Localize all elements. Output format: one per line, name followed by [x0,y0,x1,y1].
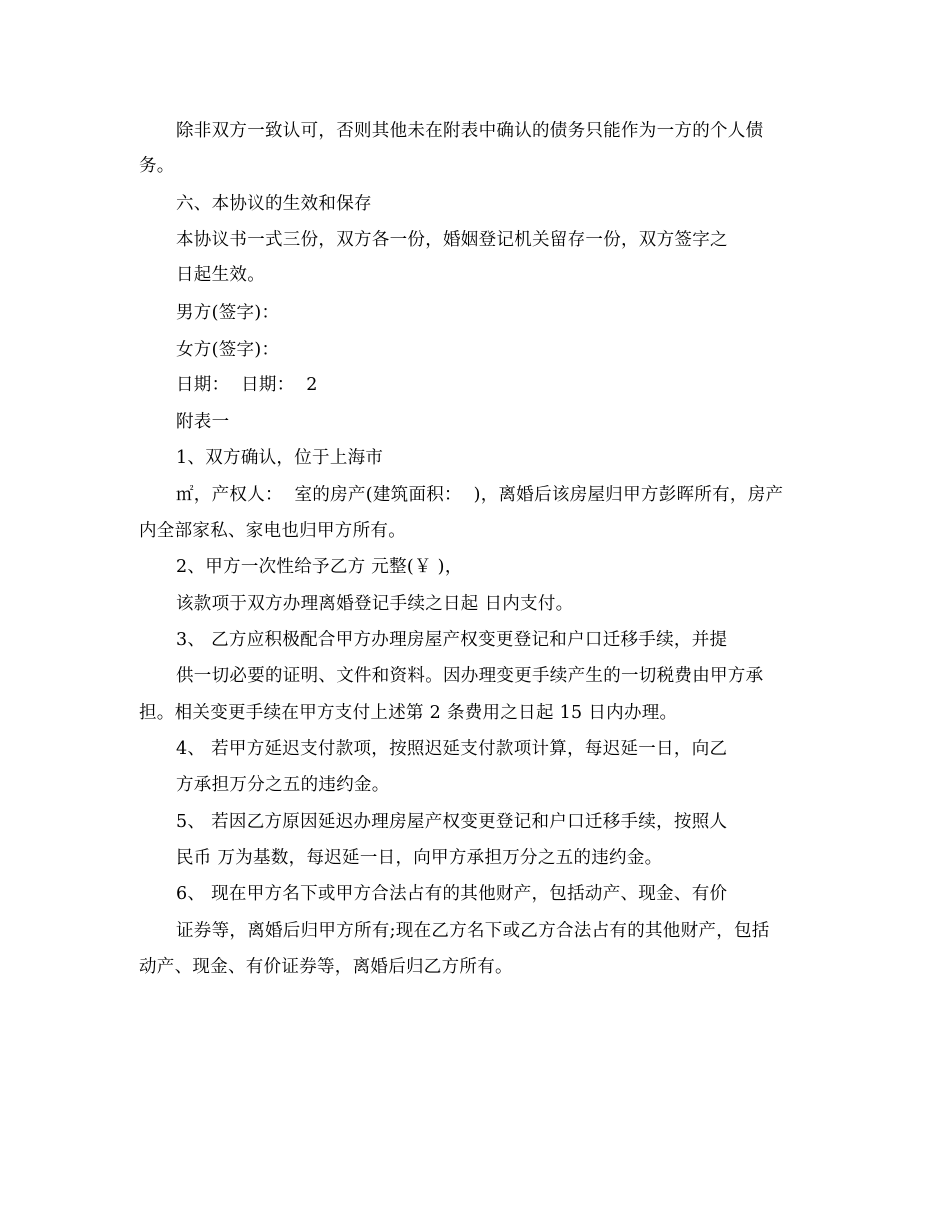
signature-line-female: 女方(签字)： [176,340,280,360]
text-line: 担。相关变更手续在甲方支付上述第 2 条费用之日起 15 日内办理。 [139,703,678,723]
text-line: ㎡，产权人： 室的房产(建筑面积： )，离婚后该房屋归甲方彭晖所有，房产 [176,485,784,505]
text-line: 1、双方确认，位于上海市 [176,448,384,468]
text-line: 方承担万分之五的违约金。 [176,775,390,795]
text-line: 证券等，离婚后归甲方所有;现在乙方名下或乙方合法占有的其他财产，包括 [176,921,770,941]
appendix-heading: 附表一 [176,412,230,432]
text-line: 务。 [139,156,175,176]
text-line: 内全部家私、家电也归甲方所有。 [139,521,406,541]
text-line: 日起生效。 [176,265,265,285]
text-line: 4、 若甲方延迟支付款项，按照迟延支付款项计算，每迟延一日，向乙 [176,739,728,759]
text-line: 除非双方一致认可，否则其他未在附表中确认的债务只能作为一方的个人债 [176,121,764,141]
text-line: 本协议书一式三份，双方各一份，婚姻登记机关留存一份，双方签字之 [176,230,728,250]
date-line: 日期： 日期： 2 [176,375,318,395]
text-line: 3、 乙方应积极配合甲方办理房屋产权变更登记和户口迁移手续，并提 [176,630,728,650]
text-line: 6、 现在甲方名下或甲方合法占有的其他财产，包括动产、现金、有价 [176,884,728,904]
section-heading: 六、本协议的生效和保存 [176,194,372,214]
text-line: 供一切必要的证明、文件和资料。因办理变更手续产生的一切税费由甲方承 [176,666,764,686]
text-line: 该款项于双方办理离婚登记手续之日起 日内支付。 [176,594,574,614]
text-line: 动产、现金、有价证券等，离婚后归乙方所有。 [139,957,513,977]
text-line: 民币 万为基数，每迟延一日，向甲方承担万分之五的违约金。 [176,848,663,868]
text-line: 5、 若因乙方原因延迟办理房屋产权变更登记和户口迁移手续，按照人 [176,812,728,832]
text-line: 2、甲方一次性给予乙方 元整(￥ )， [176,557,463,577]
signature-line-male: 男方(签字)： [176,303,280,323]
